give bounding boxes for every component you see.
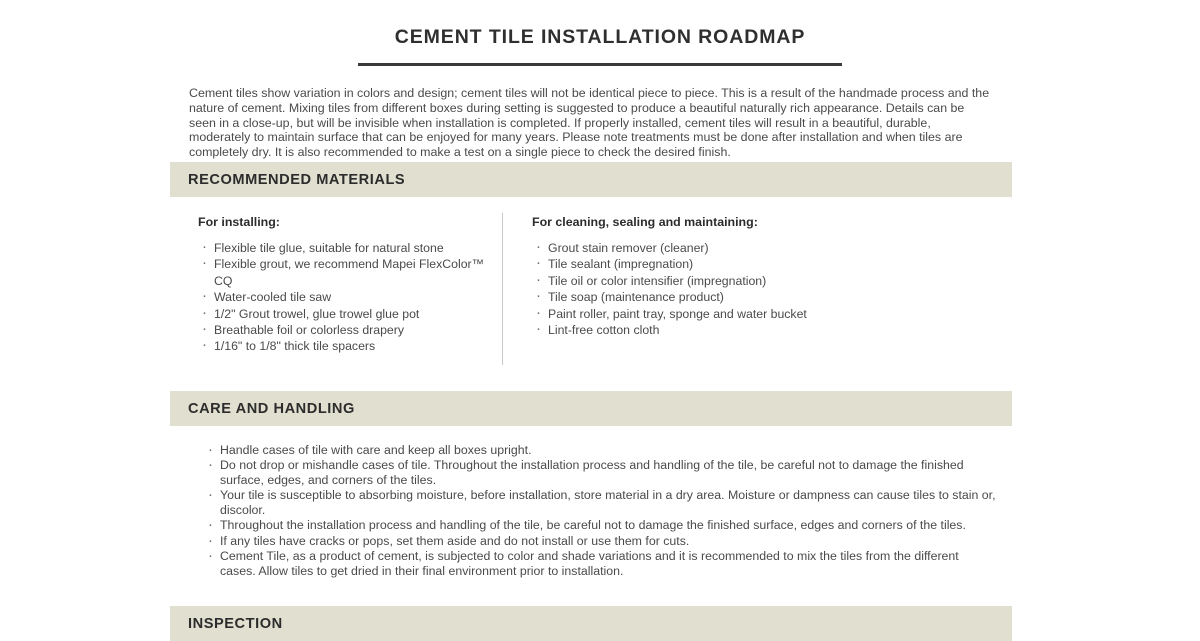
section-header-label: INSPECTION [188,615,283,632]
list-item: · Tile soap (maintenance product) [532,289,882,305]
list-item: · Tile sealant (impregnation) [532,256,882,272]
list-item: · Throughout the installation process and handling of the tile, be careful not to damage the finished surface, edges and corners of the tiles. [206,518,996,533]
column-heading-installing: For installing: [198,215,280,229]
title-block [0,26,1200,66]
list-item: · 1/2" Grout trowel, glue trowel glue pot [198,306,498,322]
list-item: · Breathable foil or colorless drapery [198,322,498,338]
list-item: · Flexible grout, we recommend Mapei FlexColor™ CQ [198,256,498,289]
title-divider-rule [358,63,842,66]
section-header-inspection [170,606,1012,641]
list-item: · Lint-free cotton cloth [532,322,882,338]
list-item: · Cement Tile, as a product of cement, is subjected to color and shade variations and it is recommended to mix the tiles from the different cases. Allow tiles to get dried in their final environment prior to installation. [206,549,996,579]
materials-column-installing [198,215,498,355]
list-item: · Paint roller, paint tray, sponge and water bucket [532,306,882,322]
list-item: · Your tile is susceptible to absorbing moisture, before installation, store material in a dry area. Moisture or dampness can cause tiles to stain or, discolor. [206,488,996,518]
care-and-handling-list [206,443,996,579]
installing-list [198,240,498,355]
materials-column-cleaning [532,215,882,338]
section-header-recommended-materials [170,162,1012,197]
intro-paragraph: Cement tiles show variation in colors and design; cement tiles will not be identical piece to piece. This is a result of the handmade process and the nature of cement. Mixing tiles from different boxes during setting is suggested to produce a beautiful naturally rich appearance. Details can be seen in a close-up, but will be invisible when installation is completed. If properly installed, cement tiles will result in a beautiful, durable, moderately to maintain surface that can be enjoyed for many years. Please note treatments must be done after installation and when tiles are completely dry. It is also recommended to make a test on a single piece to check the desired finish. [189,86,990,159]
list-item: · Flexible tile glue, suitable for natural stone [198,240,498,256]
section-header-care-and-handling [170,391,1012,426]
page-title: CEMENT TILE INSTALLATION ROADMAP [394,26,806,48]
list-item: · Grout stain remover (cleaner) [532,240,882,256]
section-header-label: CARE AND HANDLING [188,400,355,417]
list-item: · Do not drop or mishandle cases of tile. Throughout the installation process and handling of the tile, be careful not to damage the finished surface, edges, and corners of the tiles. [206,458,996,488]
materials-columns [170,215,1012,370]
cleaning-list [532,240,882,338]
list-item: · If any tiles have cracks or pops, set them aside and do not install or use them for cuts. [206,534,996,549]
column-heading-cleaning: For cleaning, sealing and maintaining: [532,215,758,229]
list-item: · Tile oil or color intensifier (impregnation) [532,273,882,289]
column-divider [502,213,503,365]
list-item: · Handle cases of tile with care and keep all boxes upright. [206,443,996,458]
section-header-label: RECOMMENDED MATERIALS [188,171,406,188]
list-item: · Water-cooled tile saw [198,289,498,305]
list-item: · 1/16" to 1/8" thick tile spacers [198,338,498,354]
